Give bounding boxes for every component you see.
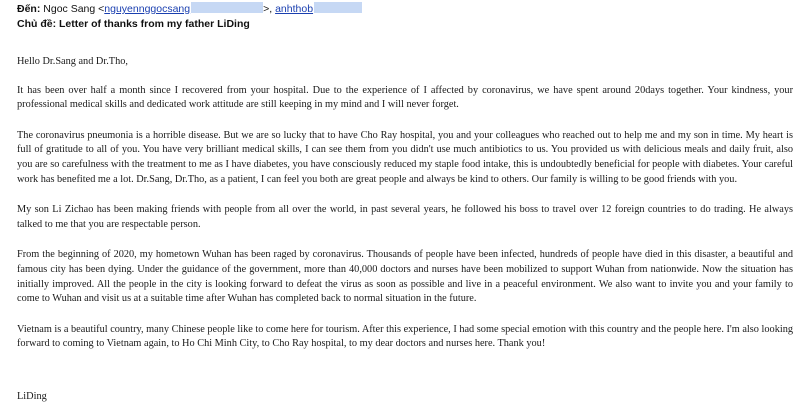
redacted-block xyxy=(191,2,263,13)
paragraph: Vietnam is a beautiful country, many Chinese people like to come here for tourism. After this experience, I had some special emotion with this country and the people here. I'm also looking forward to coming to Vietnam again, to Ho Chi Minh City, to Cho Ray hospital, to my dear doctors and nurses here. Thank you! xyxy=(17,323,793,350)
paragraph: It has been over half a month since I recovered from your hospital. Due to the experience of I affected by coronavirus, we have spent around 20days together. Your kindness, your professional medical skills and dedicated work attitude are still keeping in my mind and I will never forget. xyxy=(17,84,793,111)
paragraph: The coronavirus pneumonia is a horrible disease. But we are so lucky that to have Cho Ray hospital, you and your colleagues who reached out to help me and my son in time. My heart is full of gratitude to all of you. You have very brilliant medical skills, I can see them from you didn't use much antibiotics to us. You provided us with delicious meals and daily fruit, also you are so carefulness with the treatment to me as I have diabetes, you have consciously reduced my staple food intake, this is undoubtedly beneficial for people with diabetes. Your careful work has benefited me a lot. Dr.Sang, Dr.Tho, as a patient, I can feel you both are great people and always be kind to others. Our family is willing to be good friends with you. xyxy=(17,129,793,185)
paragraph: From the beginning of 2020, my hometown Wuhan has been raged by coronavirus. Thousands of people have been infected, hundreds of people have died in this disaster, a beautiful and famous city has been dying. Under the guidance of the government, more than 40,000 doctors and nurses have been mobilized to support Wuhan from nationwide. Now the situation has initially improved. All the people in the city is looking forward to defeat the virus as soon as possible and live in a peaceful environment. We also want to invite you and your family to come to Wuhan and visit us at a suitable time after Wuhan has completed back to normal situation in the future. xyxy=(17,249,793,305)
to-label: Đến: xyxy=(17,3,41,15)
subject-line xyxy=(17,17,362,32)
recipients-line xyxy=(17,2,362,17)
email-header xyxy=(17,2,362,32)
cc-separator: , xyxy=(269,3,273,15)
paragraph: My son Li Zichao has been making friends with people from all over the world, in past several years, he followed his boss to travel over 12 foreign countries to do trading. He always talked to me that you are respectable person. xyxy=(17,204,793,230)
recipient-email-close: > xyxy=(263,3,270,15)
redacted-block xyxy=(314,2,362,13)
recipient-name: Ngoc Sang < xyxy=(43,3,105,15)
greeting: Hello Dr.Sang and Dr.Tho, xyxy=(17,56,128,67)
email-body xyxy=(17,55,793,368)
email-subject: Letter of thanks from my father LiDing xyxy=(59,18,250,30)
signature: LiDing xyxy=(17,391,47,402)
recipient-email-link[interactable]: nguyennggocsang xyxy=(104,3,191,15)
subject-label: Chủ đề: xyxy=(17,18,57,30)
cc-recipient-link[interactable]: anhthob xyxy=(275,3,314,15)
